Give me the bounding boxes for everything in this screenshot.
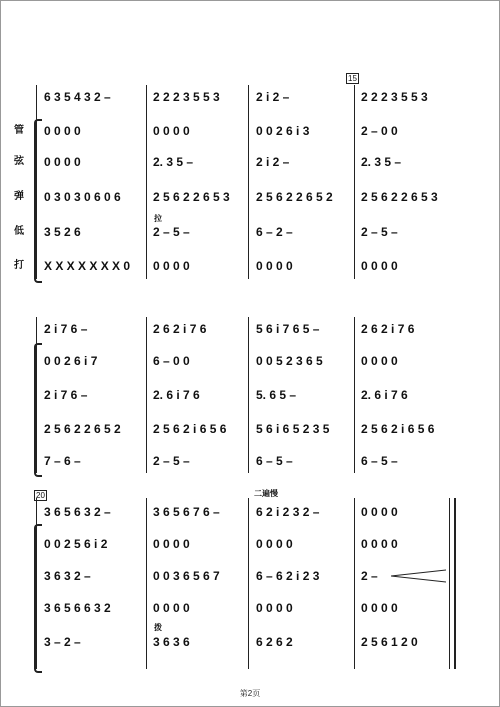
barline [146,85,147,279]
measure: 0 0 0 0 [256,259,293,273]
measure: 0 0 0 0 [361,505,398,519]
measure: 5 6 i 6 5 2 3 5 [256,422,330,436]
measure: 2 i 7 6 – [44,388,88,402]
system-2 [36,313,456,478]
measure: 7 – 6 – [44,454,81,468]
measure: 2. 3 5 – [361,155,402,169]
measure: 2 – 5 – [361,225,398,239]
measure: 2 i 2 – [256,90,290,104]
barline [36,317,37,473]
measure: 6 – 5 – [256,454,293,468]
instrument-label-xian: 弦 [14,156,24,167]
measure: 0 0 0 0 [361,259,398,273]
rehearsal-mark-15: 15 [348,74,357,83]
measure: 6 2 i 2 3 2 – [256,505,320,519]
measure: 2 i 2 – [256,155,290,169]
barline [146,498,147,669]
barline [354,85,355,279]
barline [248,498,249,669]
measure: 2 5 6 2 2 6 5 3 [153,190,230,204]
barline [36,85,37,279]
measure: 2 5 6 2 i 6 5 6 [153,422,227,436]
measure: 0 0 5 2 3 6 5 [256,354,323,368]
measure: 3 6 3 2 – [44,569,91,583]
measure: 0 0 0 0 [153,259,190,273]
measure: 2 5 6 2 i 6 5 6 [361,422,435,436]
measure: 6 2 6 2 [256,635,293,649]
measure: 2. 6 i 7 6 [153,388,200,402]
measure: 3 5 2 6 [44,225,81,239]
measure: 0 0 0 0 [44,124,81,138]
measure: 5. 6 5 – [256,388,297,402]
measure: 2 5 6 2 2 6 5 2 [256,190,333,204]
measure: 3 6 5 6 3 2 – [44,505,111,519]
measure: 3 6 5 6 7 6 – [153,505,220,519]
system-3 [36,489,456,674]
measure: 0 0 2 6 i 7 [44,354,98,368]
rehearsal-mark-20: 20 [36,491,45,500]
measure: 2 6 2 i 7 6 [153,322,207,336]
measure: 0 0 0 0 [153,537,190,551]
measure: 6 – 6 2 i 2 3 [256,569,320,583]
barline [36,498,37,669]
measure: 6 – 5 – [361,454,398,468]
la-marking: 拉 [154,214,162,223]
measure: 0 0 0 0 [44,155,81,169]
measure: X X X X X X X 0 [44,259,131,273]
instrument-label-guan: 管 [14,125,24,136]
measure: 5 6 i 7 6 5 – [256,322,320,336]
measure: 2 – 5 – [153,454,190,468]
measure: 0 0 0 0 [361,601,398,615]
measure: 2 i 7 6 – [44,322,88,336]
measure: 0 0 2 6 i 3 [256,124,310,138]
measure: 2 6 2 i 7 6 [361,322,415,336]
instrument-label-tan: 弹 [14,191,24,202]
measure: 0 0 0 0 [153,601,190,615]
measure: 6 – 0 0 [153,354,190,368]
barline [354,498,355,669]
instrument-label-di: 低 [14,226,24,237]
measure: 0 3 0 3 0 6 0 6 [44,190,121,204]
measure: 2 5 6 1 2 0 [361,635,418,649]
final-barline [454,498,456,669]
measure: 0 0 0 0 [361,537,398,551]
instrument-label-da: 打 [14,260,24,271]
measure: 0 0 0 0 [361,354,398,368]
measure: 0 0 0 0 [256,601,293,615]
measure: 0 0 2 5 6 i 2 [44,537,108,551]
bo-marking: 拨 [154,623,162,632]
measure: 3 6 5 6 6 3 2 [44,601,111,615]
measure: 2 2 2 3 5 5 3 [361,90,428,104]
measure: 0 0 0 0 [153,124,190,138]
measure: 0 0 0 0 [256,537,293,551]
measure: 2. 6 i 7 6 [361,388,408,402]
measure: 2 – 0 0 [361,124,398,138]
measure: 2. 3 5 – [153,155,194,169]
final-barline [449,498,450,669]
measure: 2 5 6 2 2 6 5 2 [44,422,121,436]
barline [248,317,249,473]
measure: 3 6 3 6 [153,635,190,649]
barline [146,317,147,473]
measure: 2 2 2 3 5 5 3 [153,90,220,104]
measure: 2 – [361,569,378,583]
barline [248,85,249,279]
measure: 6 3 5 4 3 2 – [44,90,111,104]
diminuendo-hairpin [391,568,446,584]
measure: 6 – 2 – [256,225,293,239]
measure: 0 0 3 6 5 6 7 [153,569,220,583]
tempo-marking: 二遍慢 [254,489,278,498]
measure: 2 5 6 2 2 6 5 3 [361,190,438,204]
measure: 2 – 5 – [153,225,190,239]
barline [354,317,355,473]
system-1 [14,74,456,286]
measure: 3 – 2 – [44,635,81,649]
page-footer: 第2页 [239,689,261,698]
